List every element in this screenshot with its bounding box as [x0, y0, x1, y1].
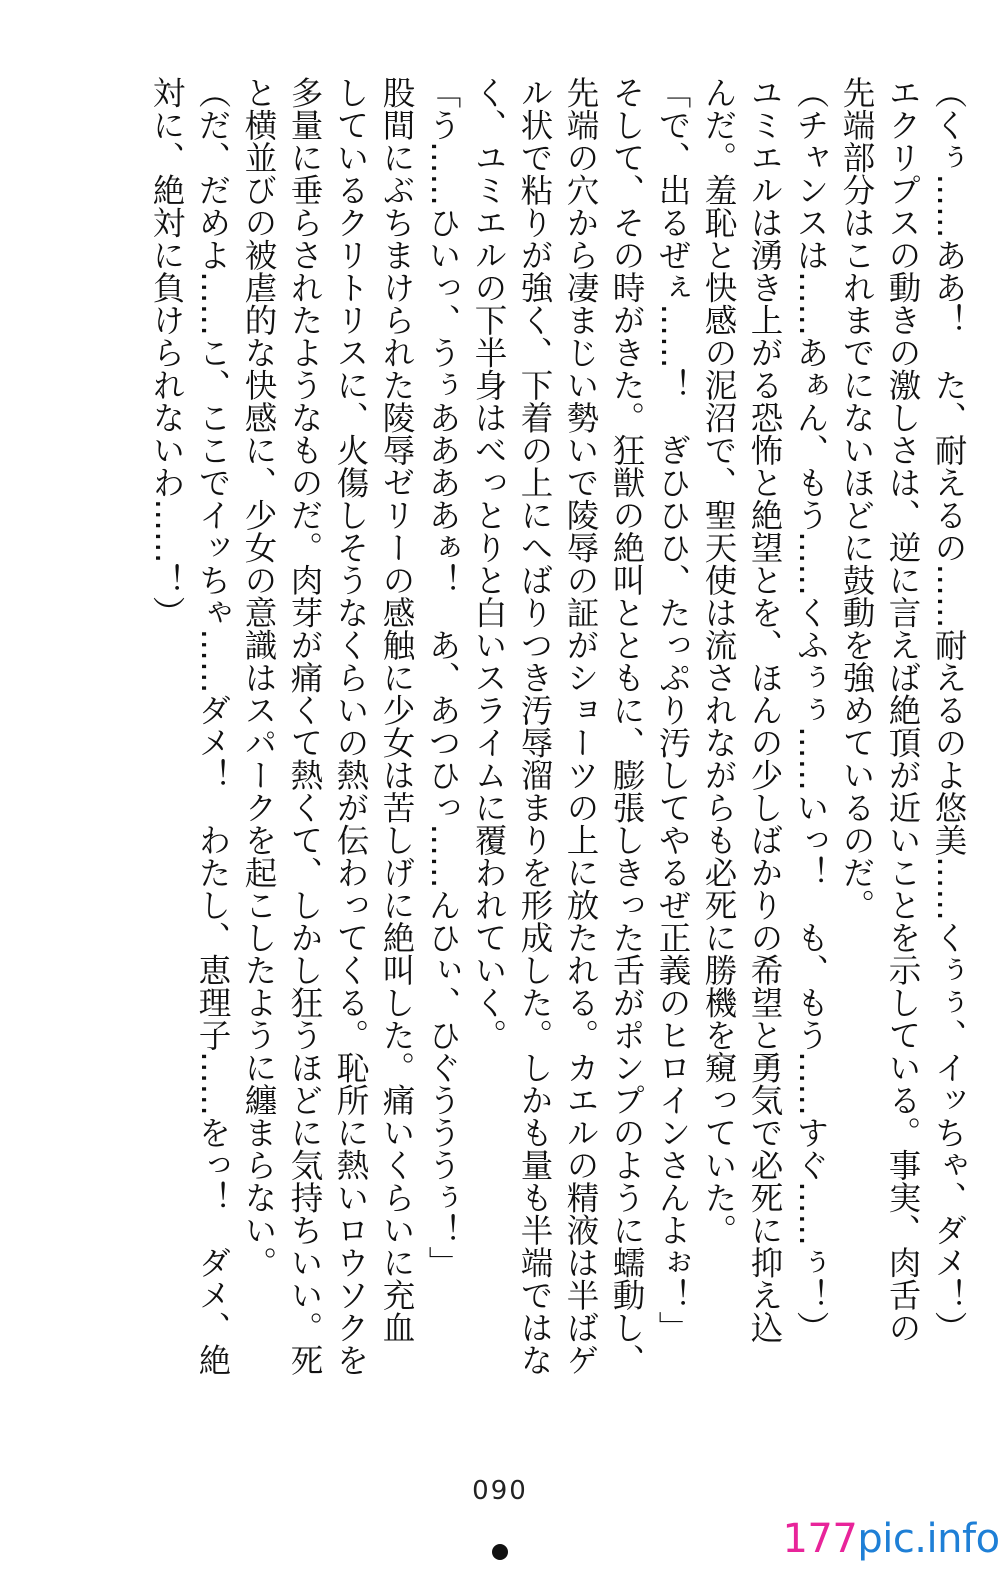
text-line: 先端部分はこれまでにないほどに鼓動を強めているのだ。	[838, 76, 876, 921]
text-line: ユミエルは湧き上がる恐怖と絶望とを、ほんの少しばかりの希望と勇気で必死に抑え込	[746, 76, 784, 1344]
vertical-text-body	[22, 76, 972, 1476]
page-dot-marker	[492, 1544, 508, 1560]
text-line: （くぅ……ああ！ た、耐えるの……耐えるのよ悠美……くぅぅ、イッちゃ、ダメ！）	[930, 76, 968, 1344]
text-line: ル状で粘りが強く、下着の上にへばりつき汚辱溜まりを形成した。しかも量も半端ではな	[516, 76, 554, 1376]
watermark-digits: 177	[782, 1515, 858, 1562]
text-line: んだ。羞恥と快感の泥沼で、聖天使は流されながらも必死に勝機を窺っていた。	[700, 76, 738, 1246]
text-line: （チャンスは……あぁん、もう……くふぅぅ……いっ！ も、もう……すぐ……ぅ！）	[792, 76, 830, 1344]
text-line: エクリプスの動きの激しさは、逆に言えば絶頂が近いことを示している。事実、肉舌の	[884, 76, 922, 1344]
site-watermark[interactable]	[782, 1508, 1000, 1569]
text-line: 先端の穴から凄まじい勢いで陵辱の証がショーツの上に放たれる。カエルの精液は半ばゲ	[562, 76, 600, 1376]
text-line: と横並びの被虐的な快感に、少女の意識はスパークを起こしたように纏まらない。	[240, 76, 278, 1279]
text-line: く、ユミエルの下半身はべっとりと白いスライムに覆われていく。	[470, 76, 508, 1051]
text-line: 股間にぶちまけられた陵辱ゼリーの感触に少女は苦しげに絶叫した。痛いくらいに充血	[378, 76, 416, 1344]
watermark-suffix: pic.info	[857, 1515, 1000, 1562]
text-line: （だ、だめよ……こ、ここでイッちゃ……ダメ！ わたし、恵理子……をっ！ ダメ、絶	[194, 76, 232, 1376]
text-line: 「う……ひいっ、うぅああああぁ！ あ、あつひっ……んひぃ、ひぐうううぅ！」	[424, 76, 462, 1279]
text-line: しているクリトリスに、火傷しそうなくらいの熱が伝わってくる。恥所に熱いロウソクを	[332, 76, 370, 1376]
text-line: 「で、出るぜぇ……！ ぎひひひ、たっぷり汚してやるぜ正義のヒロインさんよぉ！」	[654, 76, 692, 1344]
page-number: 090	[472, 1476, 528, 1506]
text-line: そして、その時がきた。狂獣の絶叫とともに、膨張しきった舌がポンプのように蠕動し、	[608, 76, 646, 1376]
text-line: 多量に垂らされたようなものだ。肉芽が痛くて熱くて、しかし狂うほどに気持ちいい。死	[286, 76, 324, 1376]
text-line: 対に、絶対に負けられないわ……！）	[148, 76, 186, 629]
